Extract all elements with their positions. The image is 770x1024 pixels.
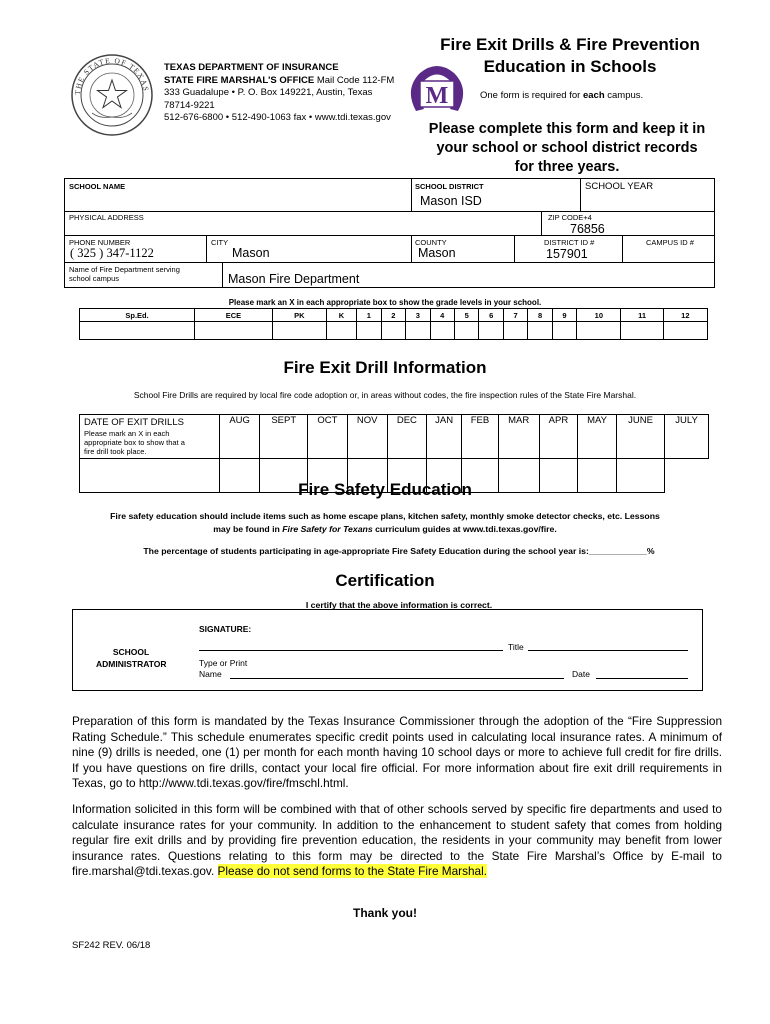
school-district-label: SCHOOL DISTRICT <box>415 182 484 191</box>
do-not-send-notice: Please do not send forms to the State Fire Marshal. <box>217 864 488 878</box>
information-paragraph: Information solicited in this form will be combined with that of other schools served by specific fire departments and used to calculate insurance rates for your community. In addition to the enhancement to student safety that comes from holding regular fire exit drills and by providing fire prevention education, the residents in your community may benefit from lower insurance rates. Questions relating to this form may be directed to the State Fire Marshal’s Office by E-mail to fire.marshal@tdi.texas.gov. Please do not send forms to the State Fire Marshal. <box>72 802 722 878</box>
fire-exit-drill-heading: Fire Exit Drill Information <box>283 358 487 377</box>
state-fire-marshal-office: STATE FIRE MARSHAL'S OFFICE <box>164 74 315 86</box>
keep-records-notice: Please complete this form and keep it in your school or school district records for three years. <box>428 121 706 175</box>
signature-label: SIGNATURE: <box>199 624 252 634</box>
school-name-label: SCHOOL NAME <box>69 182 126 191</box>
grade-header-cell: ECE <box>195 309 273 322</box>
grade-checkbox[interactable] <box>430 322 454 340</box>
month-header-cell: MAY <box>578 415 617 459</box>
county-label: COUNTY <box>415 238 447 247</box>
certify-statement: I certify that the above information is correct. <box>305 600 493 610</box>
title-label: Title <box>508 642 524 652</box>
grade-header-cell: 12 <box>663 309 707 322</box>
grade-checkbox[interactable] <box>479 322 503 340</box>
phone-field[interactable]: ( 325 ) 347-1122 <box>70 246 154 260</box>
grade-checkbox[interactable] <box>80 322 195 340</box>
county-field[interactable]: Mason <box>418 246 456 260</box>
city-field[interactable]: Mason <box>232 246 270 260</box>
physical-address-label: PHYSICAL ADDRESS <box>69 213 144 222</box>
fire-safety-education-heading: Fire Safety Education <box>298 480 472 499</box>
title-line[interactable] <box>528 650 688 651</box>
thank-you: Thank you! <box>352 906 417 920</box>
district-id-field[interactable]: 157901 <box>546 247 588 261</box>
month-header-cell: JULY <box>665 415 709 459</box>
drill-date-note: Please mark an X in each appropriate box to show that a fire drill took place. <box>84 429 185 456</box>
grade-instruction: Please mark an X in each appropriate box to show the grade levels in your school. <box>228 298 542 307</box>
grade-header-cell: Sp.Ed. <box>80 309 195 322</box>
percentage-field[interactable]: The percentage of students participating in age-appropriate Fire Safety Education during the school year is:____________% <box>143 546 655 556</box>
grade-header-cell: 11 <box>621 309 663 322</box>
signature-line[interactable] <box>199 650 503 651</box>
name-line[interactable] <box>230 678 564 679</box>
drill-date-label: DATE OF EXIT DRILLS <box>84 417 184 428</box>
texas-seal-icon <box>70 53 154 137</box>
education-text: Fire safety education should include items such as home escape plans, kitchen safety, monthly smoke detector checks, etc. Lessons may be found in Fire Safety for Texans curriculum guides at www.tdi.texas.gov/fire. <box>110 511 660 534</box>
drill-date-cell <box>80 415 220 459</box>
grade-checkbox[interactable] <box>528 322 552 340</box>
grade-header-cell: 8 <box>528 309 552 322</box>
grade-header-cell: 1 <box>357 309 381 322</box>
zip-line: 78714-9221 <box>164 99 215 111</box>
month-header-cell: SEPT <box>260 415 308 459</box>
svg-text:M: M <box>425 83 449 109</box>
school-year-field[interactable] <box>600 194 700 208</box>
school-administrator-label: SCHOOL ADMINISTRATOR <box>96 647 167 669</box>
grade-levels-table <box>79 308 708 340</box>
grade-checkbox[interactable] <box>406 322 430 340</box>
title-line-2: Education in Schools <box>483 57 657 76</box>
date-line[interactable] <box>596 678 688 679</box>
fire-drill-intro: School Fire Drills are required by local fire code adoption or, in areas without codes, the fire inspection rules of the State Fire Marshal. <box>133 390 637 400</box>
agency-name: TEXAS DEPARTMENT OF INSURANCE <box>164 62 339 73</box>
grade-header-cell: 7 <box>503 309 527 322</box>
zip-field[interactable]: 76856 <box>570 222 605 236</box>
grade-checkbox[interactable] <box>621 322 663 340</box>
name-label: Name <box>199 669 222 679</box>
date-label: Date <box>572 669 590 679</box>
school-year-label: SCHOOL YEAR <box>585 181 654 192</box>
month-header-cell: JUNE <box>616 415 664 459</box>
type-or-print-label: Type or Print <box>199 658 248 668</box>
phone-fax-web: 512-676-6800 • 512-490-1063 fax • www.tdi.texas.gov <box>164 112 391 123</box>
month-header-cell: JAN <box>426 415 461 459</box>
grade-header-cell: 6 <box>479 309 503 322</box>
physical-address-field[interactable] <box>150 220 530 234</box>
grade-checkbox[interactable] <box>381 322 405 340</box>
grade-checkbox[interactable] <box>326 322 356 340</box>
grade-checkbox[interactable] <box>195 322 273 340</box>
month-header-cell: AUG <box>220 415 260 459</box>
fire-department-label: Name of Fire Department serving school campus <box>69 265 180 283</box>
grade-checkbox[interactable] <box>663 322 707 340</box>
zip-label: ZIP CODE+4 <box>548 213 592 222</box>
mason-horseshoe-logo-icon <box>402 63 472 115</box>
grade-header-cell: 2 <box>381 309 405 322</box>
fire-department-field[interactable]: Mason Fire Department <box>228 272 360 286</box>
grade-checkbox[interactable] <box>272 322 326 340</box>
certification-heading: Certification <box>335 571 435 590</box>
grade-header-cell: 10 <box>577 309 621 322</box>
month-header-cell: FEB <box>462 415 498 459</box>
grade-header-cell: 9 <box>552 309 576 322</box>
grade-checkbox[interactable] <box>503 322 527 340</box>
grade-header-cell: 3 <box>406 309 430 322</box>
grade-header-cell: PK <box>272 309 326 322</box>
grade-checkbox[interactable] <box>454 322 478 340</box>
mandate-paragraph: Preparation of this form is mandated by the Texas Insurance Commissioner through the adoption of the “Fire Suppression Rating Schedule.” This schedule enumerates specific credit points used in calculating local insurance rates. A minimum of nine (9) drills is needed, one (1) per month for each month having 10 school days or more to achieve full credit for fire drills. If you have questions on fire drills, contact your local fire official. For more information about fire exit drill requirements in Texas, go to http://www.tdi.texas.gov/fire/fmschl.html. <box>72 714 722 790</box>
phone-label: PHONE NUMBER <box>69 238 131 247</box>
title-line-1: Fire Exit Drills & Fire Prevention <box>440 35 700 54</box>
month-header-cell: APR <box>539 415 577 459</box>
campus-id-label: CAMPUS ID # <box>646 238 694 247</box>
month-header-cell: OCT <box>308 415 347 459</box>
grade-header-cell: K <box>326 309 356 322</box>
mail-code: Mail Code 112-FM <box>314 74 395 86</box>
city-label: CITY <box>211 238 229 247</box>
grade-checkbox[interactable] <box>577 322 621 340</box>
month-header-cell: NOV <box>347 415 387 459</box>
school-district-field[interactable]: Mason ISD <box>420 194 482 208</box>
street-address: 333 Guadalupe • P. O. Box 149221, Austin, Texas <box>164 87 373 98</box>
district-id-label: DISTRICT ID # <box>544 238 595 247</box>
form-id: SF242 REV. 06/18 <box>72 940 151 951</box>
one-form-note: One form is required for each campus. <box>480 90 644 101</box>
grade-checkbox[interactable] <box>357 322 381 340</box>
campus-id-field[interactable] <box>630 248 710 260</box>
grade-header-cell: 5 <box>454 309 478 322</box>
grade-header-cell: 4 <box>430 309 454 322</box>
agency-address <box>164 62 399 125</box>
grade-checkbox[interactable] <box>552 322 576 340</box>
svg-text:THE STATE OF TEXAS: THE STATE OF TEXAS <box>72 55 151 96</box>
month-header-cell: MAR <box>498 415 539 459</box>
month-header-cell: DEC <box>387 415 426 459</box>
